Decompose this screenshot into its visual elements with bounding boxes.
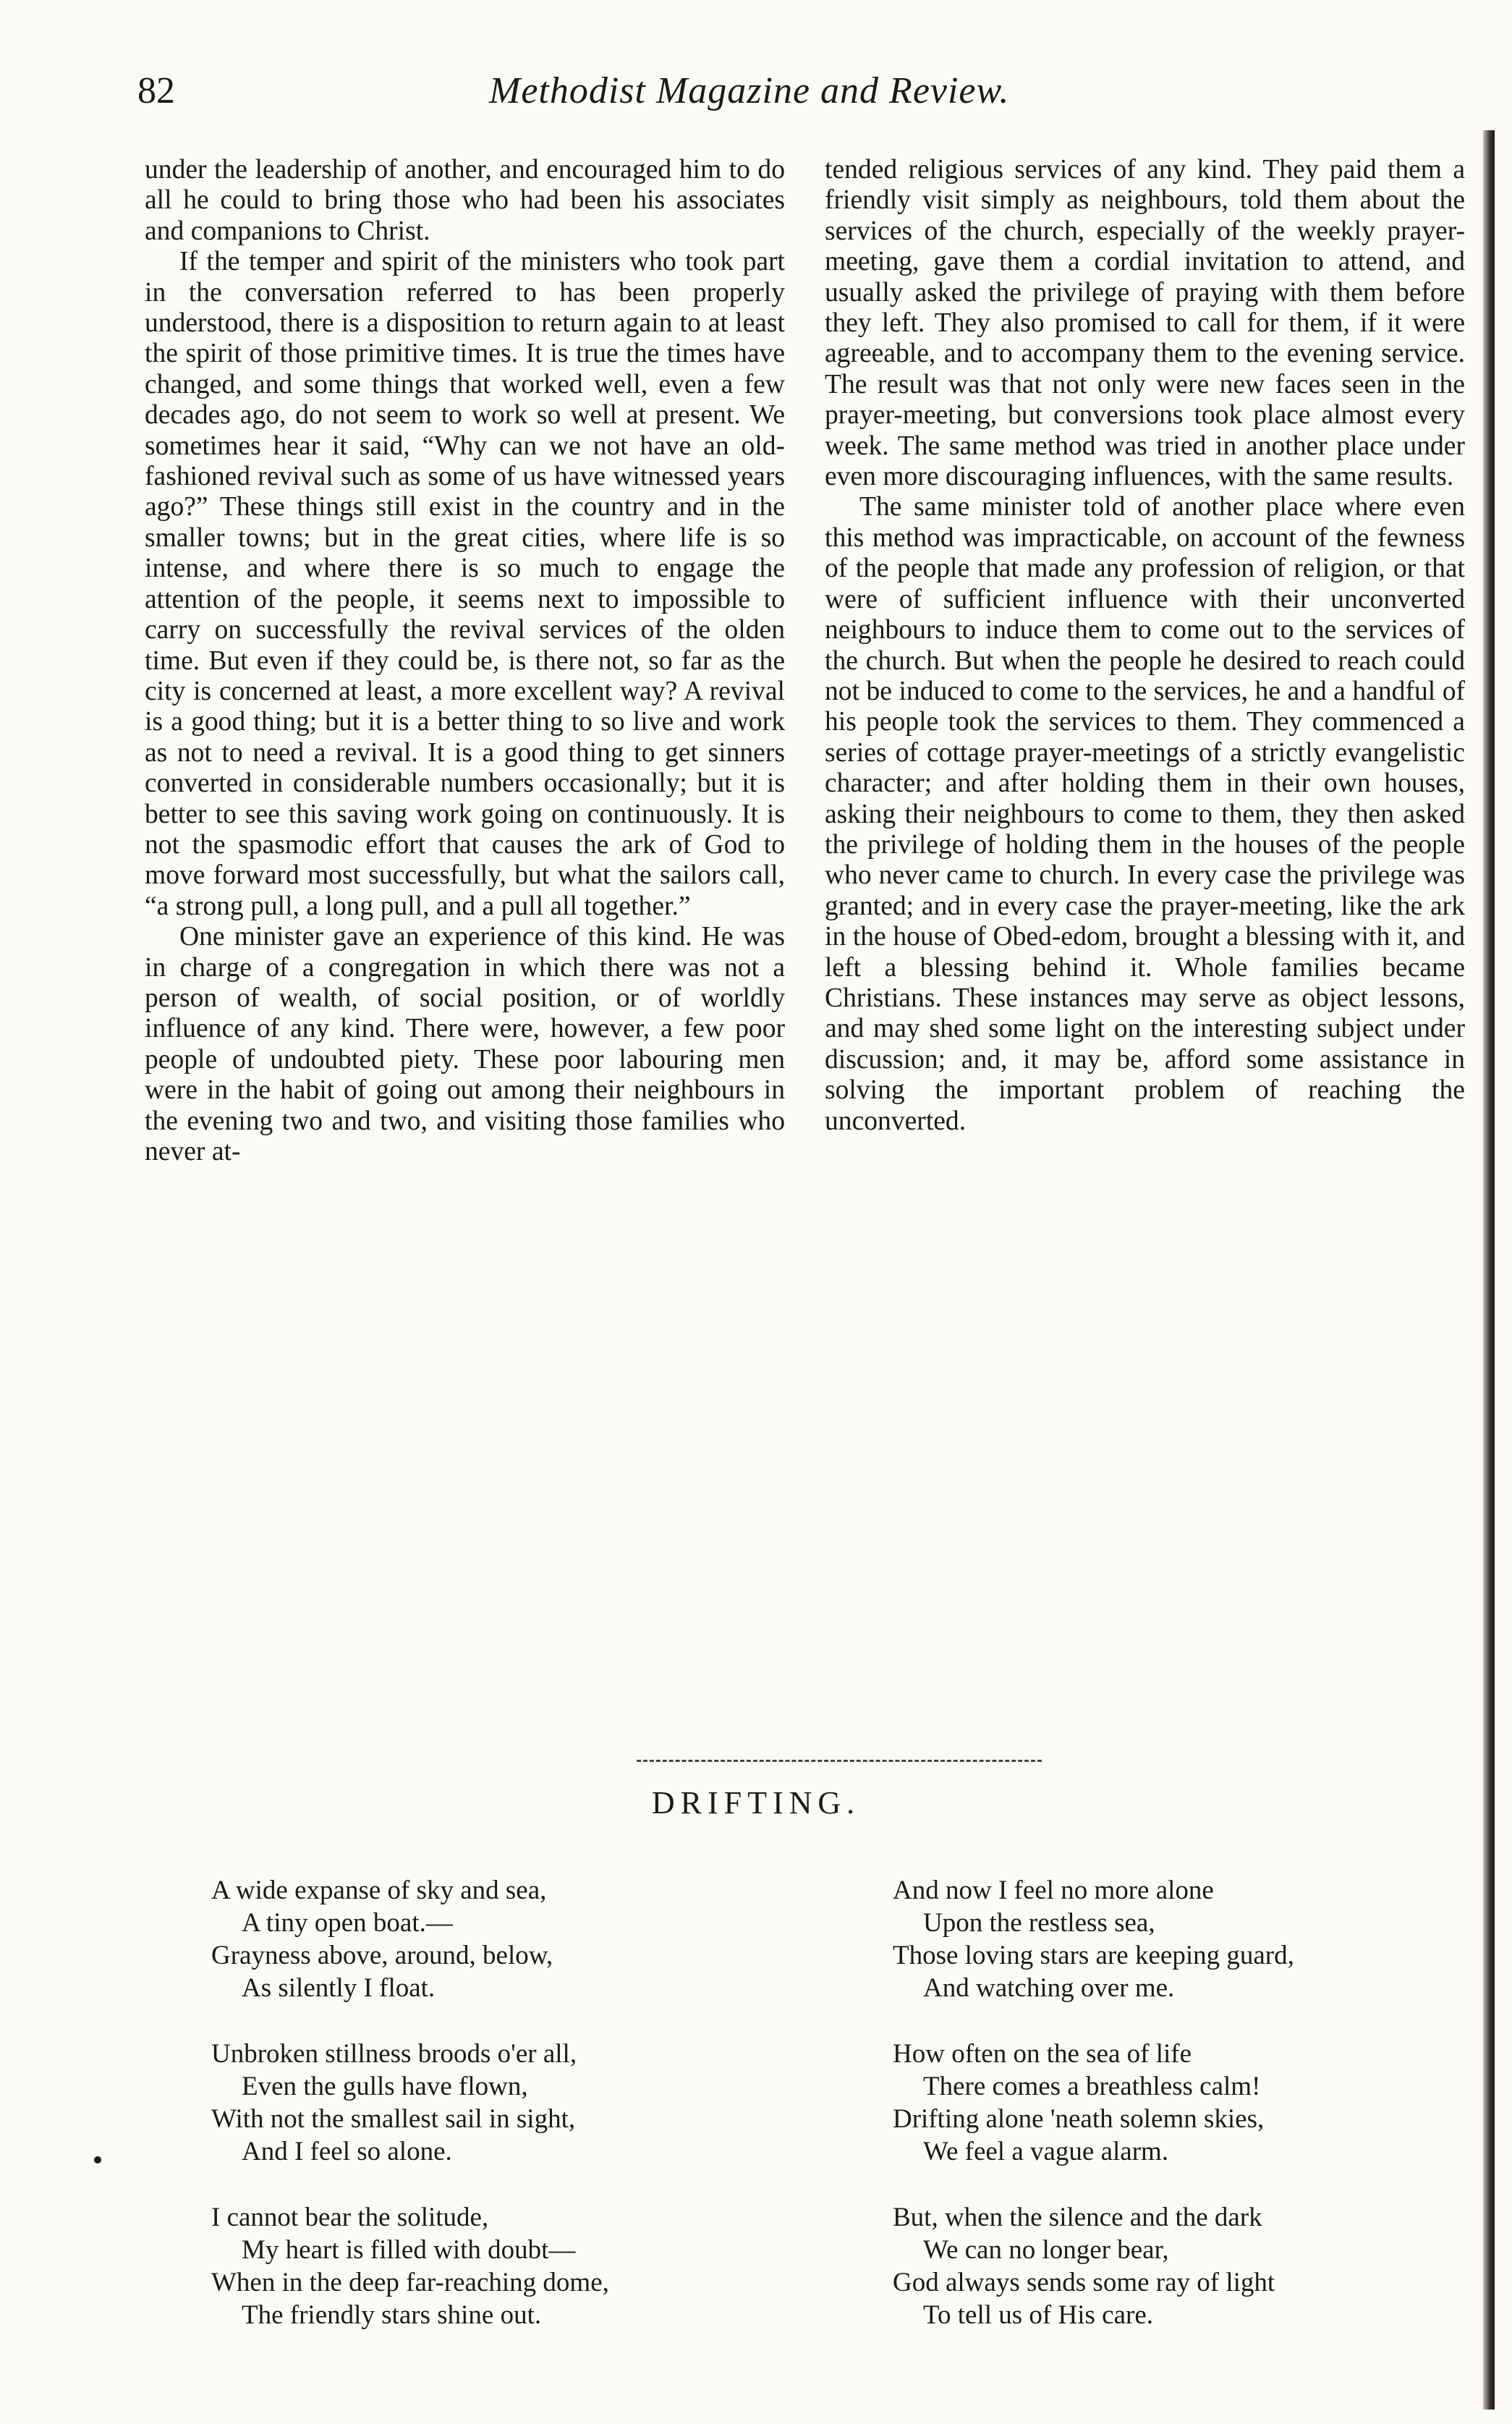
page-header	[137, 69, 1469, 127]
paragraph: under the leadership of another, and encouraged him to do all he could to bring those who had been his associates and companions to Christ.	[145, 155, 785, 246]
poem-line: A wide expanse of sky and sea,	[211, 1876, 547, 1905]
poem-line: To tell us of His care.	[923, 2300, 1153, 2330]
poem-line: We feel a vague alarm.	[923, 2137, 1169, 2166]
poem-line: God always sends some ray of light	[893, 2268, 1275, 2297]
poem-stanza	[211, 2038, 848, 2168]
poem-line: A tiny open boat.—	[242, 1908, 453, 1938]
poem-line: And watching over me.	[923, 1973, 1175, 2003]
poem-stanza	[211, 1874, 848, 2004]
poem-line: But, when the silence and the dark	[893, 2203, 1262, 2232]
poem-stanza	[893, 2038, 1512, 2168]
page-binding-edge	[1454, 0, 1512, 2424]
running-title: Methodist Magazine and Review.	[489, 70, 1010, 111]
poem-line: With not the smallest sail in sight,	[211, 2104, 576, 2134]
paragraph: If the temper and spirit of the ministers who took part in the conversation referred to has been properly understood, there is a disposition to return again to at least the spirit of those primitive times. It is true the times have changed, and some things that worked well, even a few decades ago, do not seem to work so well at present. We sometimes hear it said, “Why can we not have an old-fashioned revival such as some of us have witnessed years ago?” These things still exist in the country and in the smaller towns; but in the great cities, where life is so intense, and where there is so much to engage the attention of the people, it seems next to impossible to carry on successfully the revival services of the olden time. But even if they could be, is there not, so far as the city is concerned at least, a more excellent way? A revival is a good thing; but it is a better thing to so live and work as not to need a revival. It is a good thing to get sinners converted in considerable numbers occasionally; but it is better to see this saving work going on continuously. It is not the spasmodic effort that causes the ark of God to move forward most successfully, but what the sailors call, “a strong pull, a long pull, and a pull all together.”	[145, 247, 785, 921]
poem-line: Even the gulls have flown,	[242, 2072, 528, 2101]
section-divider	[637, 1760, 1042, 1769]
poem-line: We can no longer bear,	[923, 2235, 1169, 2265]
poem-line: And I feel so alone.	[242, 2137, 452, 2166]
page-number: 82	[137, 70, 175, 111]
paragraph: One minister gave an experience of this kind. He was in charge of a congregation in which there was not a person of wealth, of social position, or of worldly influence of any kind. There were, however, a few poor people of undoubted piety. These poor labouring men were in the habit of going out among their neighbours in the evening two and two, and visiting those families who never at-	[145, 922, 785, 1166]
poem-line: Those loving stars are keeping guard,	[893, 1941, 1294, 1970]
article-left-column	[145, 155, 785, 1167]
poem-line: And now I feel no more alone	[893, 1876, 1214, 1905]
binding-shadow-strip	[1483, 130, 1495, 2410]
poem-line: Grayness above, around, below,	[211, 1941, 553, 1970]
poem-stanza	[893, 2201, 1512, 2331]
poem-line: The friendly stars shine out.	[242, 2300, 542, 2330]
poem-line: There comes a breathless calm!	[923, 2072, 1261, 2101]
ink-speck	[94, 2156, 101, 2164]
poem-line: Unbroken stillness broods o'er all,	[211, 2039, 577, 2069]
paragraph: The same minister told of another place where even this method was impracticable, on account of the fewness of the people that made any profession of religion, or that were of sufficient influence with their unconverted neighbours to induce them to come out to the services of the church. But when the people he desired to reach could not be induced to come to the services, he and a handful of his people took the services to them. They commenced a series of cottage prayer-meetings of a strictly evangelistic character; and after holding them in their own houses, asking their neighbours to come to them, they then asked the privilege of holding them in the houses of the people who never came to church. In every case the privilege was granted; and in every case the prayer-meeting, like the ark in the house of Obed-edom, brought a blessing with it, and left a blessing behind it. Whole families became Christians. These instances may serve as object lessons, and may shed some light on the interesting subject under discussion; and, it may be, afford some assistance in solving the important problem of reaching the unconverted.	[825, 492, 1465, 1136]
article-right-column	[825, 155, 1465, 1137]
poem-stanza	[211, 2201, 848, 2331]
poem-line: Upon the restless sea,	[923, 1908, 1155, 1938]
poem-line: As silently I float.	[242, 1973, 436, 2003]
poem-line: My heart is filled with doubt—	[242, 2235, 576, 2265]
poem-line: When in the deep far-reaching dome,	[211, 2268, 609, 2297]
poem-line: How often on the sea of life	[893, 2039, 1192, 2069]
poem-stanza	[893, 1874, 1512, 2004]
poem-title: DRIFTING.	[651, 1785, 861, 1821]
poem-line: Drifting alone 'neath solemn skies,	[893, 2104, 1265, 2134]
paragraph: tended religious services of any kind. They paid them a friendly visit simply as neighbours, told them about the services of the church, especially of the weekly prayer-meeting, gave them a cordial invitation to attend, and usually asked the privilege of praying with them before they left. They also promised to call for them, if it were agreeable, and to accompany them to the evening service. The result was that not only were new faces seen in the prayer-meeting, but conversions took place almost every week. The same method was tried in another place under even more discouraging influences, with the same results.	[825, 155, 1465, 492]
poem-line: I cannot bear the solitude,	[211, 2203, 489, 2232]
poem-left-column	[211, 1874, 848, 2365]
poem-right-column	[893, 1874, 1512, 2365]
